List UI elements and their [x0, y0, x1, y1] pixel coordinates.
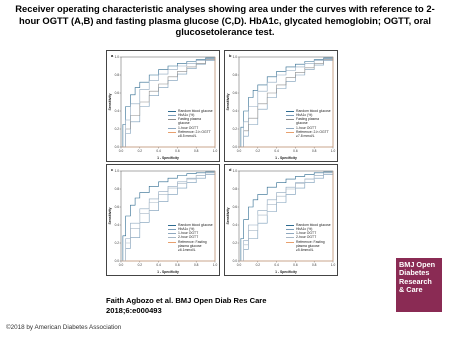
roc-figure — [106, 50, 338, 276]
legend-label: Reference: 2-h OGTT ≥8.5 mmol/L — [178, 129, 211, 138]
legend-label: HbA1c (%) — [296, 227, 313, 232]
y-tick-label: 0.8 — [232, 187, 237, 192]
x-tick-label: 0.2 — [255, 149, 261, 153]
legend — [286, 223, 331, 252]
x-tick-label: 0.2 — [137, 149, 143, 153]
y-tick-label: 0.6 — [114, 205, 119, 210]
citation-line-2: 2018;6:e000493 — [106, 305, 162, 315]
roc-plot — [225, 51, 337, 161]
y-tick-label: 0.0 — [114, 259, 119, 264]
x-tick-label: 0.6 — [175, 263, 180, 267]
legend — [168, 109, 213, 138]
y-tick-label: 0.6 — [232, 91, 237, 96]
y-axis-label: Sensitivity — [226, 93, 230, 111]
roc-panel-c — [106, 164, 220, 276]
x-tick-label: 0.4 — [274, 149, 279, 153]
legend-swatch — [286, 233, 294, 234]
legend-label: HbA1c (%) — [296, 113, 313, 118]
y-tick-label: 0.8 — [114, 187, 119, 192]
x-axis-label: 1 - Specificity — [275, 270, 297, 274]
x-tick-label: 0.4 — [156, 263, 161, 267]
legend-swatch — [286, 119, 294, 120]
legend — [168, 223, 213, 252]
y-tick-label: 0.0 — [114, 145, 119, 150]
roc-panel-d — [224, 164, 338, 276]
x-tick-label: 0.0 — [118, 149, 124, 153]
x-tick-label: 0.2 — [137, 263, 143, 267]
journal-badge-line: & Care — [399, 285, 423, 295]
legend-swatch — [168, 119, 176, 120]
x-tick-label: 0.0 — [236, 263, 242, 267]
y-tick-label: 0.2 — [232, 127, 237, 132]
legend-entry — [286, 130, 331, 138]
legend-label: Random blood glucose — [296, 109, 331, 114]
figure-title: Receiver operating characteristic analyses showing area under the curves with reference to 2-hour OGTT (A,B) and fasting plasma glucose (C,D). HbA1c, glycated hemoglobin; OGTT, oral glucosetolerance test. — [15, 3, 435, 37]
y-tick-label: 0.0 — [232, 145, 237, 150]
legend-swatch — [286, 132, 294, 133]
citation-line-1: Faith Agbozo et al. BMJ Open Diab Res Care — [106, 296, 267, 305]
legend-label: 2-hour OGTT — [178, 235, 199, 240]
roc-plot — [107, 165, 219, 275]
legend-entry — [286, 117, 331, 125]
y-tick-label: 1.0 — [114, 55, 119, 60]
panel-letter: c — [111, 167, 114, 172]
legend-label: Random blood glucose — [296, 223, 331, 228]
x-tick-label: 0.6 — [293, 263, 298, 267]
y-tick-label: 0.0 — [232, 259, 237, 264]
y-tick-label: 0.6 — [114, 91, 119, 96]
panel-letter: a — [111, 53, 114, 58]
y-tick-label: 0.4 — [232, 223, 237, 228]
x-tick-label: 0.8 — [193, 263, 199, 267]
y-tick-label: 0.6 — [232, 205, 237, 210]
legend-entry — [168, 130, 213, 138]
roc-plot — [107, 51, 219, 161]
y-tick-label: 0.2 — [232, 241, 237, 246]
roc-panel-b — [224, 50, 338, 162]
y-axis-label: Sensitivity — [108, 207, 112, 225]
y-tick-label: 0.4 — [114, 223, 119, 228]
x-tick-label: 1.0 — [212, 149, 218, 153]
y-tick-label: 0.2 — [114, 241, 119, 246]
legend-entry — [286, 240, 331, 252]
y-tick-label: 0.8 — [114, 73, 119, 78]
x-tick-label: 0.6 — [175, 149, 180, 153]
legend-swatch — [168, 242, 176, 243]
legend-label: Reference: 2-h OGTT ≥7.8 mmol/L — [296, 129, 329, 138]
journal-badge-line: BMJ Open — [399, 260, 436, 269]
y-tick-label: 0.4 — [232, 109, 237, 114]
legend-swatch — [168, 115, 176, 116]
roc-panel-a — [106, 50, 220, 162]
x-tick-label: 1.0 — [330, 263, 336, 267]
x-tick-label: 0.2 — [255, 263, 261, 267]
x-tick-label: 1.0 — [330, 149, 336, 153]
x-tick-label: 0.8 — [193, 149, 199, 153]
legend-label: Random blood glucose — [178, 109, 213, 114]
legend-label: Reference: Fasting plasma glucose ≥5.6mmol/L — [296, 239, 325, 252]
y-axis-label: Sensitivity — [108, 93, 112, 111]
legend-label: Fasting plasma glucose — [296, 117, 319, 126]
y-tick-label: 0.4 — [114, 109, 119, 114]
legend-swatch — [168, 225, 176, 226]
x-tick-label: 0.6 — [293, 149, 298, 153]
journal-badge — [396, 258, 442, 312]
legend-label: HbA1c (%) — [178, 113, 195, 118]
copyright: ©2018 by American Diabetes Association — [6, 324, 122, 331]
panel-letter: d — [229, 167, 232, 172]
roc-plot — [225, 165, 337, 275]
x-tick-label: 0.0 — [236, 149, 242, 153]
legend-swatch — [286, 225, 294, 226]
legend-swatch — [168, 132, 176, 133]
legend-label: 2-hour OGTT — [296, 235, 317, 240]
x-tick-label: 0.0 — [118, 263, 124, 267]
y-tick-label: 1.0 — [114, 169, 119, 174]
y-tick-label: 0.2 — [114, 127, 119, 132]
x-tick-label: 0.8 — [311, 263, 317, 267]
legend-label: 1-hour OGTT — [178, 231, 199, 236]
legend-swatch — [168, 237, 176, 238]
citation — [106, 296, 266, 315]
legend-swatch — [286, 111, 294, 112]
legend-swatch — [286, 237, 294, 238]
legend-swatch — [168, 233, 176, 234]
x-tick-label: 0.8 — [311, 149, 317, 153]
x-axis-label: 1 - Specificity — [275, 156, 297, 160]
legend-label: HbA1c (%) — [178, 227, 195, 232]
x-tick-label: 0.4 — [274, 263, 279, 267]
y-tick-label: 1.0 — [232, 169, 237, 174]
legend-label: 1-hour OGTT — [296, 125, 317, 130]
legend — [286, 109, 331, 138]
journal-badge-line: Research — [399, 276, 432, 286]
legend-entry — [168, 240, 213, 252]
legend-label: 1-hour OGTT — [178, 125, 199, 130]
y-tick-label: 0.8 — [232, 73, 237, 78]
legend-swatch — [286, 115, 294, 116]
legend-label: 1-hour OGTT — [296, 231, 317, 236]
x-tick-label: 0.4 — [156, 149, 161, 153]
panel-letter: b — [229, 53, 232, 58]
legend-swatch — [286, 242, 294, 243]
legend-swatch — [168, 111, 176, 112]
legend-label: Random blood glucose — [178, 223, 213, 228]
x-axis-label: 1 - Specificity — [157, 156, 179, 160]
x-tick-label: 1.0 — [212, 263, 218, 267]
legend-swatch — [286, 128, 294, 129]
legend-label: Reference: Fasting plasma glucose ≥6.1mmol/L — [178, 239, 207, 252]
legend-entry — [168, 117, 213, 125]
journal-badge-line: Diabetes — [399, 268, 430, 278]
legend-swatch — [286, 229, 294, 230]
y-axis-label: Sensitivity — [226, 207, 230, 225]
x-axis-label: 1 - Specificity — [157, 270, 179, 274]
legend-label: Fasting plasma glucose — [178, 117, 201, 126]
legend-swatch — [168, 128, 176, 129]
legend-swatch — [168, 229, 176, 230]
y-tick-label: 1.0 — [232, 55, 237, 60]
